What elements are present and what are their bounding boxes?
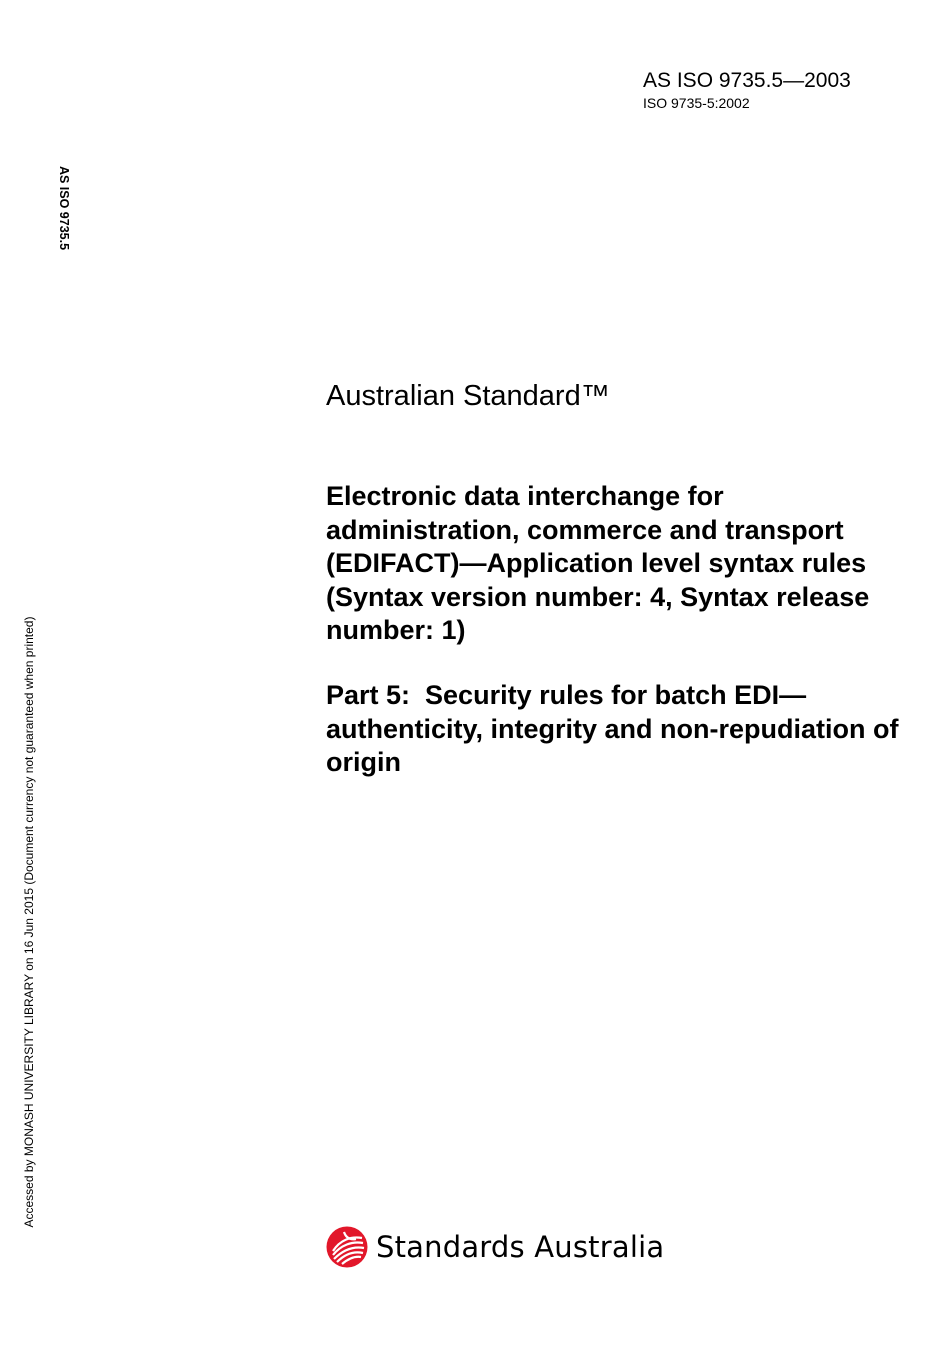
part-title: Part 5: Security rules for batch EDI—authenticity, integrity and non-repudiation of origin (326, 680, 899, 777)
standard-number: AS ISO 9735.5—2003 (643, 69, 851, 92)
standards-australia-logo-icon (326, 1226, 368, 1268)
iso-number: ISO 9735-5:2002 (643, 95, 750, 111)
publisher-name: Standards Australia (376, 1230, 665, 1264)
brand-line: Australian Standard™ (326, 380, 610, 412)
access-notice: Accessed by MONASH UNIVERSITY LIBRARY on 16 Jun 2015 (Document currency not guaranteed when printed) (22, 616, 36, 1228)
spine-standard-code: AS ISO 9735.5 (57, 165, 71, 251)
publisher-logo-block (326, 1225, 664, 1269)
document-title: Electronic data interchange for administration, commerce and transport (EDIFACT)—Application level syntax rules (Syntax version number: 4, Syntax release number: 1) (326, 481, 870, 645)
